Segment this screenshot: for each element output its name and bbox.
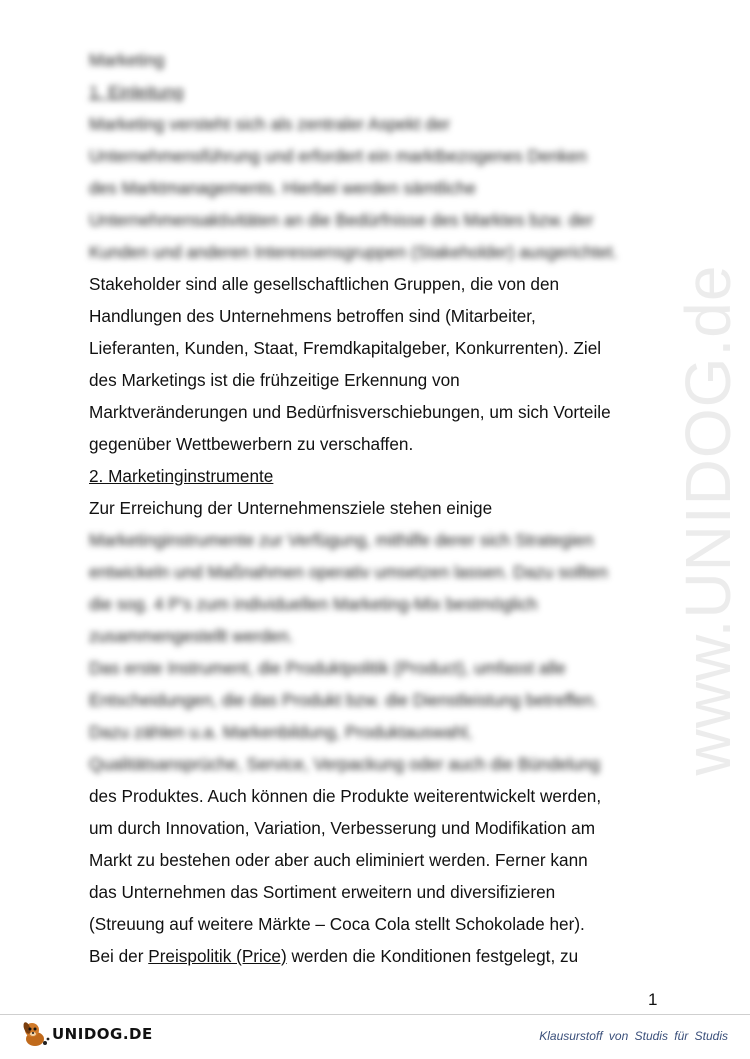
text-line: [89, 396, 669, 428]
watermark: www.UNIDOG.de: [672, 264, 744, 776]
line-text: die sog. 4 P's zum individuellen Marketing-Mix bestmöglich: [89, 594, 538, 614]
section-heading: 1. Einleitung: [89, 82, 184, 102]
line-text: Marketing: [89, 50, 165, 70]
dog-icon: [20, 1019, 50, 1049]
text-line: [89, 236, 669, 268]
text-line: [89, 652, 669, 684]
text-line: [89, 140, 669, 172]
line-text: Dazu zählen u.a. Markenbildung, Produktauswahl,: [89, 722, 473, 742]
text-line: [89, 300, 669, 332]
line-text: Marktveränderungen und Bedürfnisverschiebungen, um sich Vorteile: [89, 402, 611, 422]
line-text: zusammengestellt werden.: [89, 626, 294, 646]
text-line: [89, 428, 669, 460]
text-line: [89, 876, 669, 908]
text-line: [89, 44, 669, 76]
footer-tagline: Klausurstoff von Studis für Studis: [539, 1029, 728, 1043]
text-line: [89, 364, 669, 396]
page-number: 1: [648, 990, 658, 1009]
logo-text: UNIDOG.DE: [52, 1025, 153, 1043]
text-line: [89, 332, 669, 364]
text-line: [89, 780, 669, 812]
line-text: Kunden und anderen Interessensgruppen (Stakeholder) ausgerichtet.: [89, 242, 618, 262]
line-text: entwickeln und Maßnahmen operativ umsetzen lassen. Dazu sollten: [89, 562, 608, 582]
text-line: [89, 492, 669, 524]
text-line: [89, 460, 669, 492]
text-line: [89, 76, 669, 108]
line-text: Unternehmensführung und erfordert ein marktbezogenes Denken: [89, 146, 587, 166]
line-text: Qualitätsansprüche, Service, Verpackung oder auch die Bündelung: [89, 754, 601, 774]
text-line: [89, 940, 669, 972]
line-text: Marketinginstrumente zur Verfügung, mithilfe derer sich Strategien: [89, 530, 594, 550]
line-text: Das erste Instrument, die Produktpolitik (Product), umfasst alle: [89, 658, 566, 678]
line-text: des Marketings ist die frühzeitige Erkennung von: [89, 370, 460, 390]
line-text: um durch Innovation, Variation, Verbesserung und Modifikation am: [89, 818, 596, 838]
document-body: [89, 44, 669, 972]
line-text: Handlungen des Unternehmens betroffen sind (Mitarbeiter,: [89, 306, 536, 326]
text-line: [89, 268, 669, 300]
line-text: des Marktmanagements. Hierbei werden sämtliche: [89, 178, 476, 198]
term-link: Preispolitik (Price): [148, 946, 287, 966]
line-text: Stakeholder sind alle gesellschaftlichen Gruppen, die von den: [89, 274, 560, 294]
line-text: Markt zu bestehen oder aber auch eliminiert werden. Ferner kann: [89, 850, 588, 870]
text-line: [89, 812, 669, 844]
line-text: (Streuung auf weitere Märkte – Coca Cola stellt Schokolade her).: [89, 914, 585, 934]
text-line: [89, 748, 669, 780]
footer-divider: [0, 1014, 750, 1015]
text-line: [89, 588, 669, 620]
line-text: Marketing versteht sich als zentraler Aspekt der: [89, 114, 451, 134]
line-text: gegenüber Wettbewerbern zu verschaffen.: [89, 434, 414, 454]
text-line: [89, 204, 669, 236]
text-line: [89, 684, 669, 716]
text-line: [89, 172, 669, 204]
text-line: [89, 524, 669, 556]
line-text: das Unternehmen das Sortiment erweitern und diversifizieren: [89, 882, 556, 902]
line-text: Lieferanten, Kunden, Staat, Fremdkapitalgeber, Konkurrenten). Ziel: [89, 338, 602, 358]
text-line: [89, 620, 669, 652]
line-text: Unternehmensaktivitäten an die Bedürfnisse des Marktes bzw. der: [89, 210, 594, 230]
text-line: [89, 908, 669, 940]
text-line: [89, 556, 669, 588]
section-heading: 2. Marketinginstrumente: [89, 466, 274, 486]
text-line: [89, 716, 669, 748]
text-line: [89, 844, 669, 876]
text-segment: Bei der: [89, 946, 149, 966]
line-text: des Produktes. Auch können die Produkte weiterentwickelt werden,: [89, 786, 602, 806]
text-segment: werden die Konditionen festgelegt, zu: [286, 946, 579, 966]
line-text: Entscheidungen, die das Produkt bzw. die Dienstleistung betreffen.: [89, 690, 598, 710]
unidog-logo: [20, 1018, 153, 1050]
text-line: [89, 108, 669, 140]
line-text: Zur Erreichung der Unternehmensziele stehen einige: [89, 498, 493, 518]
